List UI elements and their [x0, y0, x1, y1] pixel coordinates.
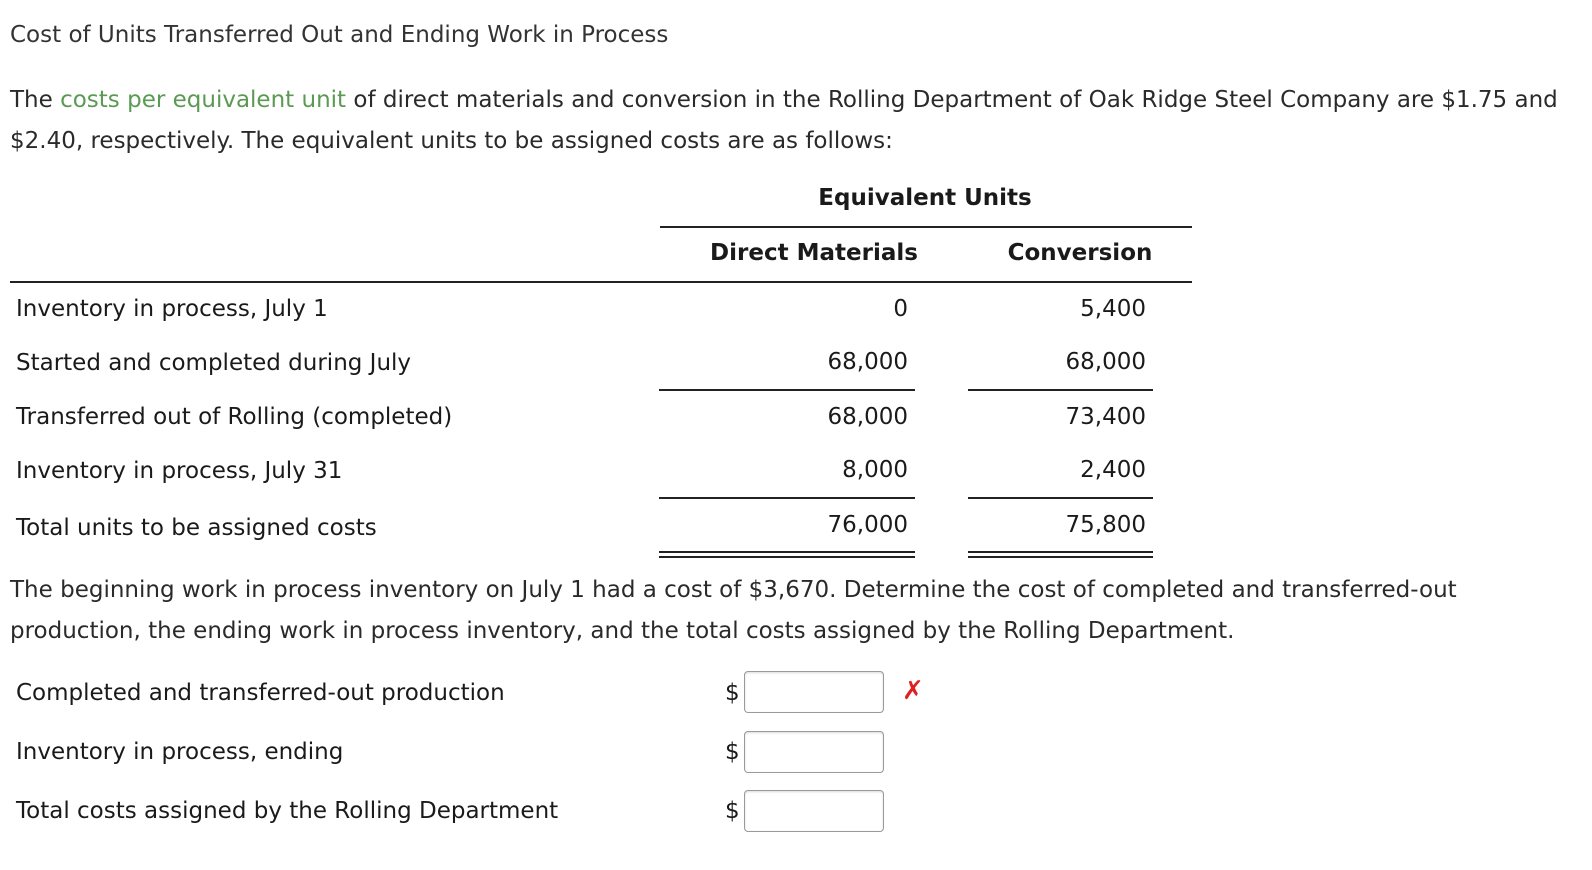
- conversion-total: 75,800: [1065, 512, 1146, 538]
- answer-label-total-costs: Total costs assigned by the Rolling Department: [16, 798, 559, 824]
- completed-transferred-out-input[interactable]: [744, 671, 884, 713]
- subtotal-rule-conversion: [968, 389, 1153, 391]
- row-label: Started and completed during July: [16, 350, 412, 376]
- currency-symbol: $: [725, 739, 740, 765]
- dm-value: 8,000: [842, 457, 908, 483]
- table-top-rule: [10, 281, 1192, 283]
- total-double-rule-dm-top: [659, 551, 915, 553]
- currency-symbol: $: [725, 680, 740, 706]
- dm-value: 68,000: [827, 349, 908, 375]
- conversion-value: 2,400: [1080, 457, 1146, 483]
- header-rule: [660, 226, 1192, 228]
- equivalent-units-header: Equivalent Units: [818, 185, 1032, 211]
- conversion-value: 73,400: [1065, 404, 1146, 430]
- direct-materials-header: Direct Materials: [710, 240, 918, 266]
- dm-value: 0: [893, 296, 908, 322]
- row-label: Total units to be assigned costs: [16, 515, 377, 541]
- question-paragraph: The beginning work in process inventory on July 1 had a cost of $3,670. Determine the cost of completed and transferred-out production, the ending work in process inventory, and the total costs assigned by the Rolling Department.: [10, 577, 1457, 644]
- currency-symbol: $: [725, 798, 740, 824]
- dm-value: 68,000: [827, 404, 908, 430]
- conversion-value: 68,000: [1065, 349, 1146, 375]
- row-label: Inventory in process, July 1: [16, 296, 328, 322]
- intro-text-end: of direct materials and conversion in the Rolling Department of Oak Ridge Steel Company are $1.75 and $2.40, respectively. The equivalent units to be assigned costs are as follows:: [10, 87, 1558, 154]
- intro-paragraph: [10, 80, 1570, 162]
- subtotal-rule-dm: [659, 389, 915, 391]
- subtotal-rule-conversion: [968, 497, 1153, 499]
- answer-label-completed: Completed and transferred-out production: [16, 680, 505, 706]
- incorrect-icon: ✗: [902, 676, 924, 706]
- glossary-link[interactable]: costs per equivalent unit: [60, 87, 347, 113]
- page-title: Cost of Units Transferred Out and Ending Work in Process: [10, 22, 669, 48]
- intro-text-start: The: [10, 87, 61, 113]
- row-label: Transferred out of Rolling (completed): [16, 404, 453, 430]
- conversion-header: Conversion: [1007, 240, 1153, 266]
- answer-label-ending-inventory: Inventory in process, ending: [16, 739, 344, 765]
- row-label: Inventory in process, July 31: [16, 458, 343, 484]
- conversion-value: 5,400: [1080, 296, 1146, 322]
- dm-total: 76,000: [827, 512, 908, 538]
- total-double-rule-conversion-top: [968, 551, 1153, 553]
- total-costs-input[interactable]: [744, 790, 884, 832]
- ending-inventory-input[interactable]: [744, 731, 884, 773]
- total-double-rule-conversion-bottom: [968, 556, 1153, 558]
- total-double-rule-dm-bottom: [659, 556, 915, 558]
- subtotal-rule-dm: [659, 497, 915, 499]
